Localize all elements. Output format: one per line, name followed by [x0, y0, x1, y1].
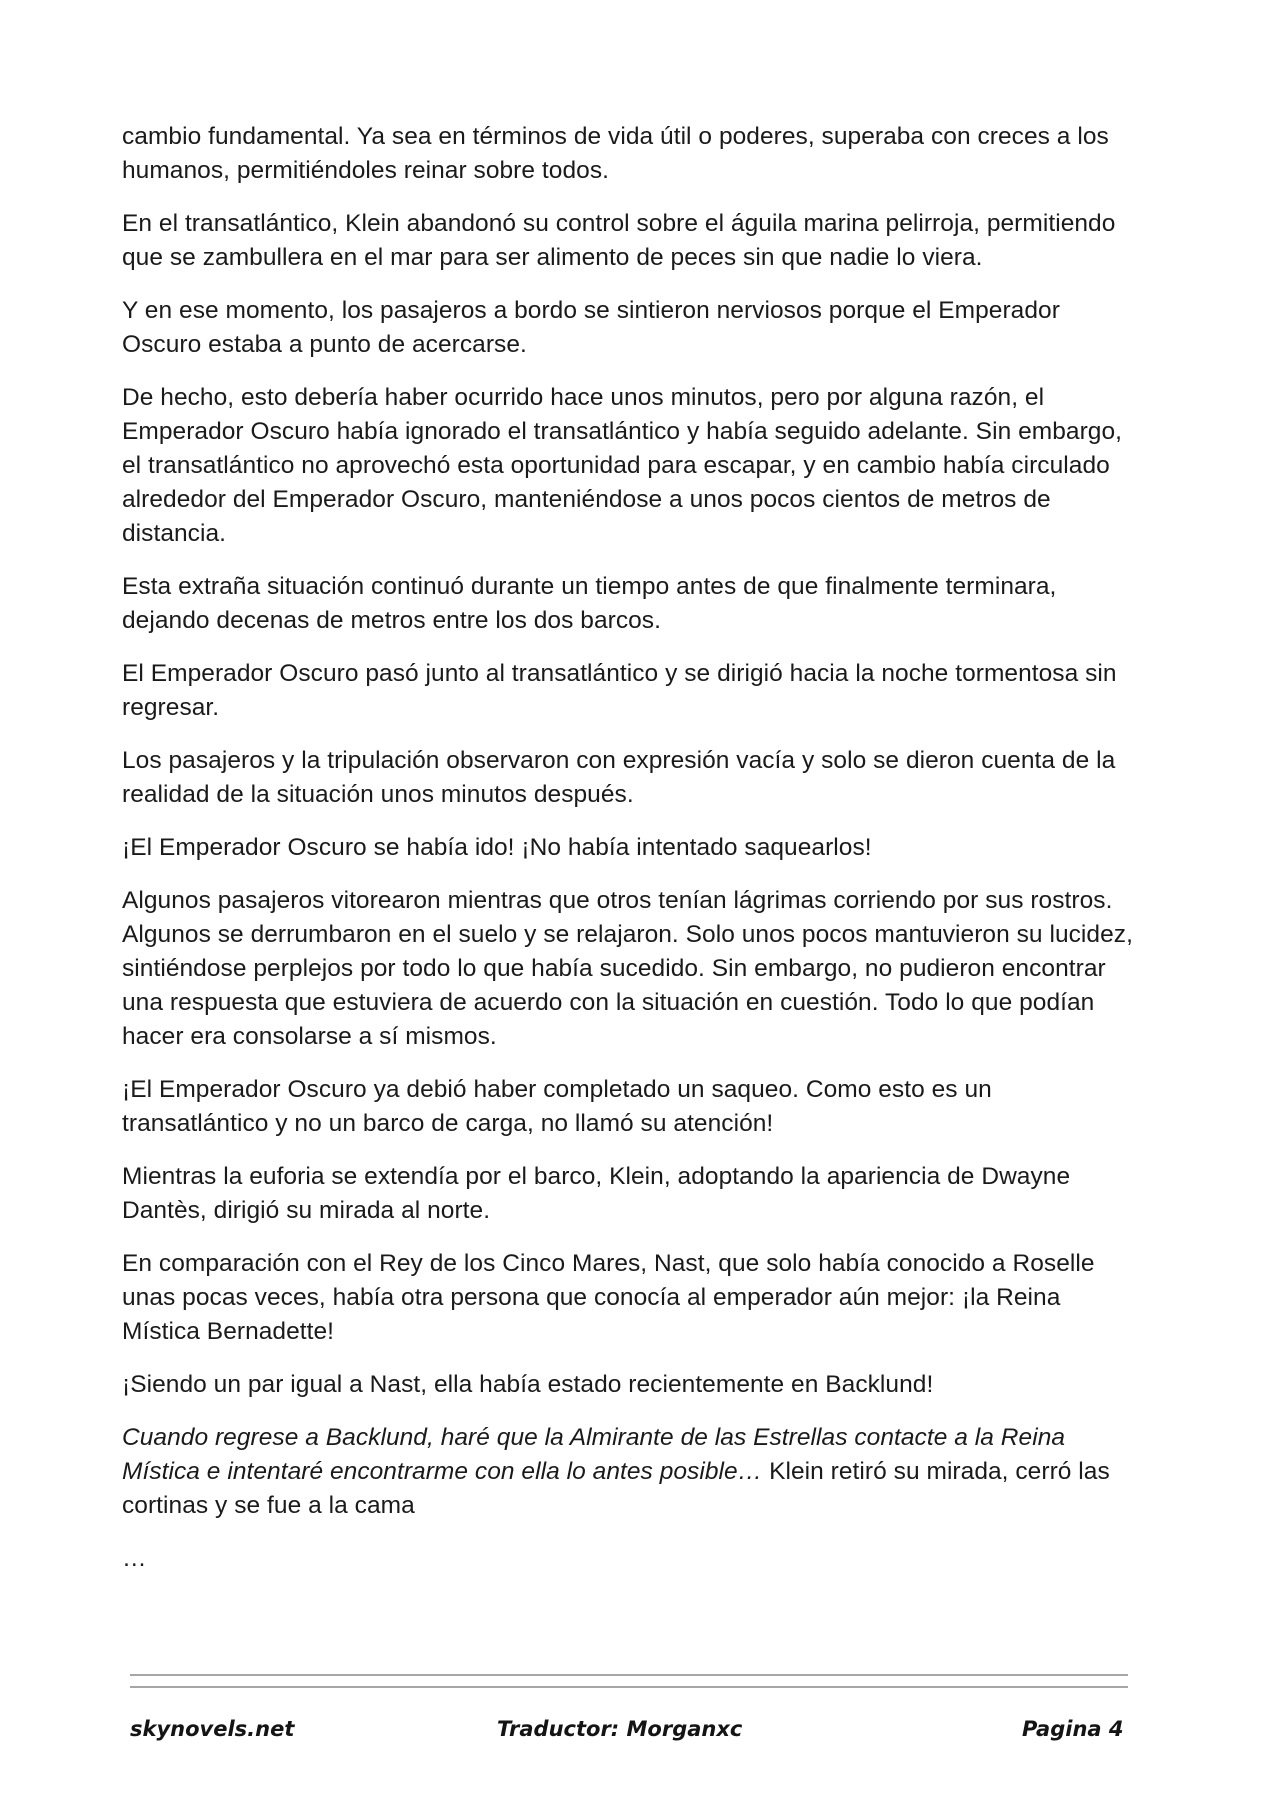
- paragraph: Los pasajeros y la tripulación observaron con expresión vacía y solo se dieron cuenta de la realidad de la situación unos minutos después.: [122, 747, 1116, 808]
- paragraph: En el transatlántico, Klein abandonó su control sobre el águila marina pelirroja, permitiendo que se zambullera en el mar para ser alimento de peces sin que nadie lo viera.: [122, 210, 1116, 271]
- footer-translator: Traductor: Morganxc: [497, 1717, 743, 1741]
- footer-divider-bottom: [130, 1686, 1128, 1688]
- paragraph: ¡Siendo un par igual a Nast, ella había estado recientemente en Backlund!: [122, 1371, 934, 1398]
- section-break-ellipsis: …: [122, 1545, 147, 1572]
- paragraph: De hecho, esto debería haber ocurrido hace unos minutos, pero por alguna razón, el Emperador Oscuro había ignorado el transatlántico y había seguido adelante. Sin embargo, el transatlántico no aprovechó esta oportunidad para escapar, y en cambio había circulado alrededor del Emperador Oscuro, manteniéndose a unos pocos cientos de metros de distancia.: [122, 384, 1122, 547]
- footer-page-number: Pagina 4: [1022, 1717, 1124, 1741]
- footer-site: skynovels.net: [130, 1717, 295, 1741]
- footer-divider-top: [130, 1674, 1128, 1676]
- paragraph: En comparación con el Rey de los Cinco Mares, Nast, que solo había conocido a Roselle unas pocas veces, había otra persona que conocía al emperador aún mejor: ¡la Reina Mística Bernadette!: [122, 1250, 1095, 1345]
- paragraph: Mientras la euforia se extendía por el barco, Klein, adoptando la apariencia de Dwayne Dantès, dirigió su mirada al norte.: [122, 1163, 1071, 1224]
- final-paragraph: [122, 1421, 1137, 1523]
- paragraph: Y en ese momento, los pasajeros a bordo se sintieron nerviosos porque el Emperador Oscuro estaba a punto de acercarse.: [122, 297, 1060, 358]
- italic-thought: Cuando regrese a Backlund, haré que la Almirante de las Estrellas contacte a la Reina Mística e intentaré encontrarme con ella lo antes posible…: [122, 1424, 1066, 1485]
- final-paragraph-text: Klein retiró su mirada, cerró las cortinas y se fue a la cama: [122, 1458, 1110, 1519]
- paragraph: El Emperador Oscuro pasó junto al transatlántico y se dirigió hacia la noche tormentosa sin regresar.: [122, 660, 1117, 721]
- paragraph: Esta extraña situación continuó durante un tiempo antes de que finalmente terminara, dejando decenas de metros entre los dos barcos.: [122, 573, 1057, 634]
- paragraph: ¡El Emperador Oscuro ya debió haber completado un saqueo. Como esto es un transatlántico y no un barco de carga, no llamó su atención!: [122, 1076, 992, 1137]
- chapter-body: [122, 120, 1137, 1576]
- paragraph: cambio fundamental. Ya sea en términos de vida útil o poderes, superaba con creces a los humanos, permitiéndoles reinar sobre todos.: [122, 123, 1109, 184]
- paragraph: Algunos pasajeros vitorearon mientras que otros tenían lágrimas corriendo por sus rostros. Algunos se derrumbaron en el suelo y se relajaron. Solo unos pocos mantuvieron su lucidez, sintiéndose perplejos por todo lo que había sucedido. Sin embargo, no pudieron encontrar una respuesta que estuviera de acuerdo con la situación en cuestión. Todo lo que podían hacer era consolarse a sí mismos.: [122, 887, 1133, 1050]
- paragraph: ¡El Emperador Oscuro se había ido! ¡No había intentado saquearlos!: [122, 834, 872, 861]
- page-footer: [0, 1717, 1280, 1747]
